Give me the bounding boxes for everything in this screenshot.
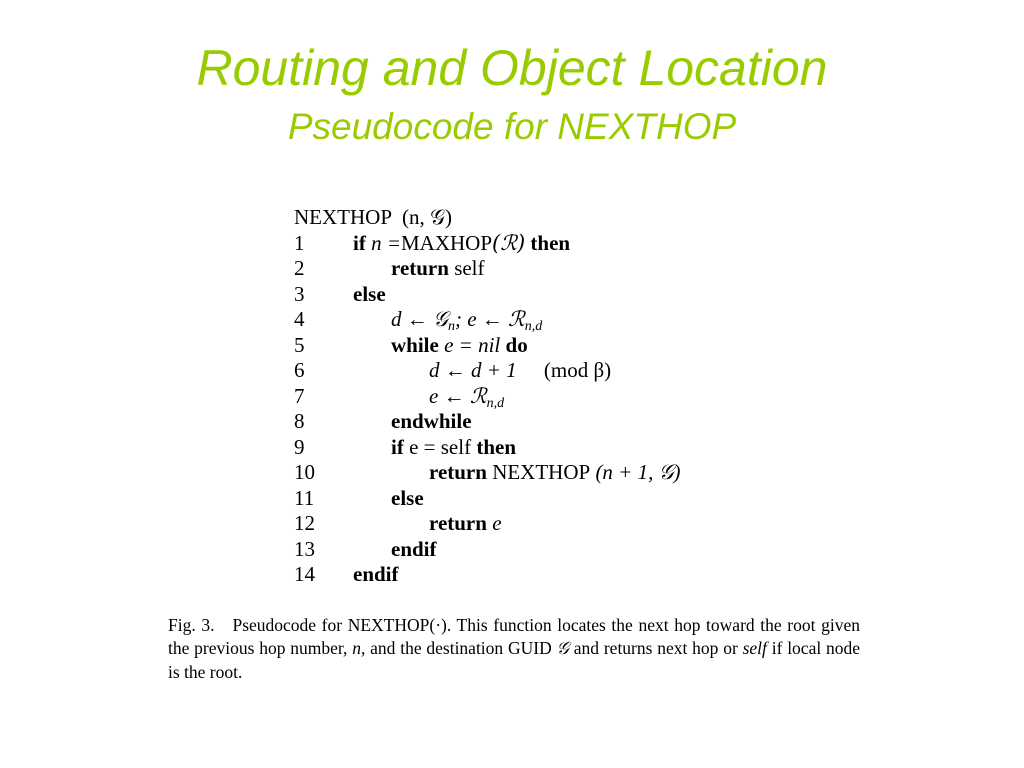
line-number: 9: [294, 434, 305, 459]
function-args: (·): [429, 615, 447, 635]
variable: self: [742, 638, 767, 658]
code-line-13: [294, 537, 794, 563]
keyword: while: [391, 332, 439, 357]
slide-subtitle: Pseudocode for NEXTHOP: [287, 106, 737, 147]
line-number: 11: [294, 485, 315, 510]
pseudocode-header: [294, 205, 794, 231]
caption-text: Pseudocode for: [232, 615, 343, 635]
code-line-14: [294, 562, 794, 588]
caption-text: , and the destination GUID: [360, 638, 552, 658]
caption-text: . This function locates the next hop toward the root given the previous hop number,: [168, 615, 860, 658]
keyword: endif: [353, 562, 399, 586]
keyword: if: [391, 434, 404, 459]
function-args: (n + 1, 𝒢): [595, 460, 681, 484]
expression: e = self: [409, 434, 472, 459]
function-args: (ℛ): [492, 230, 526, 255]
code-line-1: [294, 231, 794, 257]
code-line-10: [294, 460, 794, 486]
expression: (mod β): [543, 358, 612, 382]
code-line-6: [294, 358, 794, 384]
caption-text: and returns next hop or: [573, 638, 738, 658]
code-line-7: [294, 384, 794, 410]
subscript: n,d: [486, 395, 505, 411]
keyword: endif: [391, 536, 437, 561]
keyword: return: [391, 256, 449, 280]
code-line-4: [294, 307, 794, 333]
function-args: (n, 𝒢): [402, 205, 452, 229]
keyword: return: [429, 460, 487, 484]
code-line-11: [294, 486, 794, 512]
line-number: 3: [294, 281, 305, 306]
caption-text: if local node is the root.: [168, 638, 861, 682]
line-number: 1: [294, 230, 305, 255]
keyword: do: [505, 332, 528, 357]
figure-number: Fig. 3.: [168, 615, 215, 635]
keyword: endwhile: [391, 409, 472, 433]
code-line-12: [294, 511, 794, 537]
code-line-2: [294, 256, 794, 282]
variable: n: [352, 638, 361, 658]
function-call: NEXTHOP: [492, 460, 591, 484]
expression: ; e ← ℛ: [454, 307, 525, 331]
expression: d ← d + 1: [429, 358, 517, 382]
variable: 𝒢: [556, 639, 569, 659]
function-call: MAXHOP: [401, 230, 493, 255]
code-line-5: [294, 333, 794, 359]
expression: e: [492, 511, 502, 535]
line-number: 14: [294, 562, 315, 586]
line-number: 4: [294, 307, 305, 331]
keyword: if: [353, 230, 366, 255]
keyword: then: [530, 230, 571, 255]
figure-caption: [168, 614, 860, 684]
keyword: else: [353, 281, 386, 306]
function-name: NEXTHOP: [347, 615, 430, 635]
keyword: then: [476, 434, 517, 459]
line-number: 6: [294, 358, 305, 382]
line-number: 7: [294, 383, 305, 408]
code-line-8: [294, 409, 794, 435]
pseudocode-block: [294, 205, 794, 588]
line-number: 8: [294, 409, 305, 433]
subscript: n,d: [524, 319, 543, 334]
subscript: n: [447, 319, 455, 334]
code-line-3: [294, 282, 794, 308]
keyword: return: [429, 511, 487, 535]
code-line-9: [294, 435, 794, 461]
keyword: else: [391, 485, 424, 510]
expression: d ← 𝒢: [391, 307, 448, 331]
line-number: 12: [294, 511, 315, 535]
line-number: 5: [294, 332, 305, 357]
expression: e = nil: [444, 332, 501, 357]
function-name: NEXTHOP: [294, 205, 392, 229]
line-number: 13: [294, 536, 315, 561]
expression: e ← ℛ: [429, 383, 487, 408]
expression: n =: [371, 230, 401, 255]
slide-title: Routing and Object Location: [196, 40, 828, 96]
line-number: 2: [294, 256, 305, 280]
expression: self: [454, 256, 485, 280]
line-number: 10: [294, 460, 315, 484]
